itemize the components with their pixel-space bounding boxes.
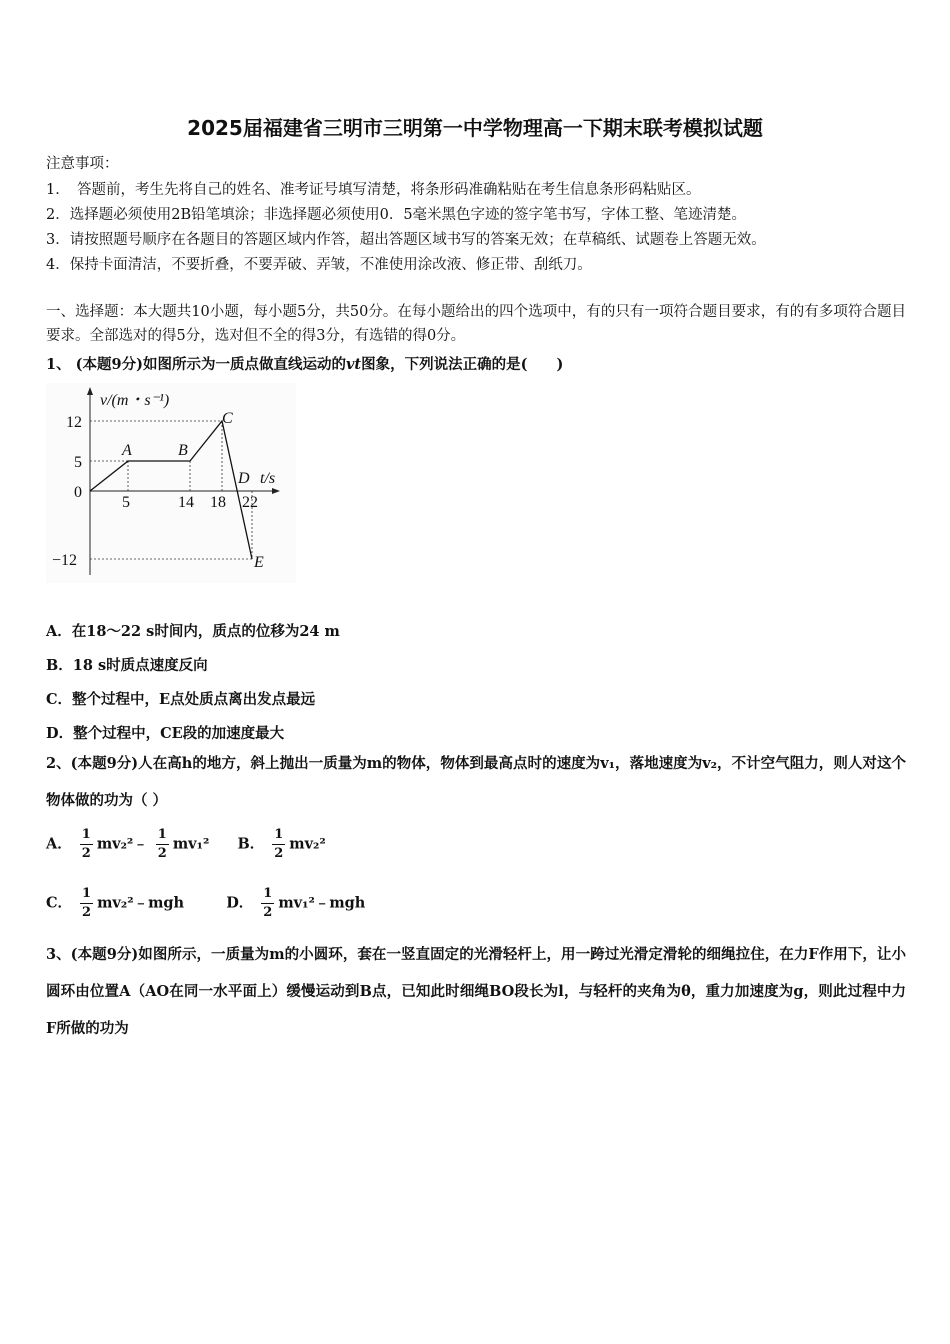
x-axis-label: t/s xyxy=(260,470,276,487)
x-tick-22: 22 xyxy=(242,494,258,511)
point-c-label: C xyxy=(222,410,233,427)
half-fraction: $\frac{1}{2}$ xyxy=(157,827,167,861)
q2-options-cd: C． $\frac{1}{2}$ mv₂²﹣mgh D． $\frac{1}{2}$ mv₁²﹣mgh xyxy=(46,886,366,920)
half-fraction: $\frac{1}{2}$ xyxy=(82,886,92,920)
notice-item-2: 2．选择题必须使用2B铅笔填涂；非选择题必须使用0．5毫米黑色字迹的签字笔书写，字体工整、笔迹清楚。 xyxy=(46,207,747,223)
half-fraction: $\frac{1}{2}$ xyxy=(274,827,284,861)
point-d-label: D xyxy=(238,470,250,487)
q1-option-a: A．在18～22 s时间内，质点的位移为24 m xyxy=(46,623,340,640)
page-title: 2025届福建省三明市三明第一中学物理高一下期末联考模拟试题 xyxy=(187,116,763,140)
point-b-label: B xyxy=(178,442,188,459)
notice-heading: 注意事项： xyxy=(46,156,119,172)
point-a-label: A xyxy=(122,442,132,459)
y-axis-label: v/(m・s⁻¹) xyxy=(100,392,170,409)
notice-item-3: 3．请按照题号顺序在各题目的答题区域内作答，超出答题区域书写的答案无效；在草稿纸、试题卷上答题无效。 xyxy=(46,232,766,248)
q1-option-b: B．18 s时质点速度反向 xyxy=(46,657,208,674)
y-tick-neg12: −12 xyxy=(52,552,78,569)
half-fraction: $\frac{1}{2}$ xyxy=(81,827,91,861)
q2-stem: 2、(本题9分)人在高h的地方，斜上抛出一质量为m的物体，物体到最高点时的速度为v₁，落地速度为v₂，不计空气阻力，则人对这个物体做的功为（ ） xyxy=(46,755,906,809)
q1-stem: 1、 (本题9分)如图所示为一质点做直线运动的vt图象，下列说法正确的是( ) xyxy=(46,356,564,373)
y-tick-0: 0 xyxy=(74,484,82,501)
x-tick-18: 18 xyxy=(210,494,226,511)
vt-graph xyxy=(46,383,296,583)
section-intro: 一、选择题：本大题共10小题，每小题5分，共50分。在每小题给出的四个选项中，有的只有一项符合题目要求，有的有多项符合题目要求。全部选对的得5分，选对但不全的得3分，有选错的得0分。 xyxy=(46,304,906,344)
x-tick-5: 5 xyxy=(122,494,130,511)
notice-item-1: 1． 答题前，考生先将自己的姓名、准考证号填写清楚，将条形码准确粘贴在考生信息条形码粘贴区。 xyxy=(46,182,701,198)
q2-options-ab: A． $\frac{1}{2}$ mv₂²﹣ $\frac{1}{2}$ mv₁² B． $\frac{1}{2}$ mv₂² xyxy=(46,827,326,861)
y-tick-5: 5 xyxy=(74,454,82,471)
q3-stem: 3、(本题9分)如图所示，一质量为m的小圆环，套在一竖直固定的光滑轻杆上，用一跨过光滑定滑轮的细绳拉住，在力F作用下，让小圆环由位置A（AO在同一水平面上）缓慢运动到B点，已知此时细绳BO段长为l，与轻杆的夹角为θ，重力加速度为g，则此过程中力F所做的功为 xyxy=(46,946,906,1037)
x-tick-14: 14 xyxy=(178,494,194,511)
half-fraction: $\frac{1}{2}$ xyxy=(263,886,273,920)
q1-option-d: D．整个过程中，CE段的加速度最大 xyxy=(46,725,285,742)
point-e-label: E xyxy=(254,554,264,571)
q1-option-c: C．整个过程中，E点处质点离出发点最远 xyxy=(46,691,316,708)
y-tick-12: 12 xyxy=(66,414,82,431)
notice-item-4: 4．保持卡面清洁，不要折叠，不要弄破、弄皱，不准使用涂改液、修正带、刮纸刀。 xyxy=(46,257,592,273)
